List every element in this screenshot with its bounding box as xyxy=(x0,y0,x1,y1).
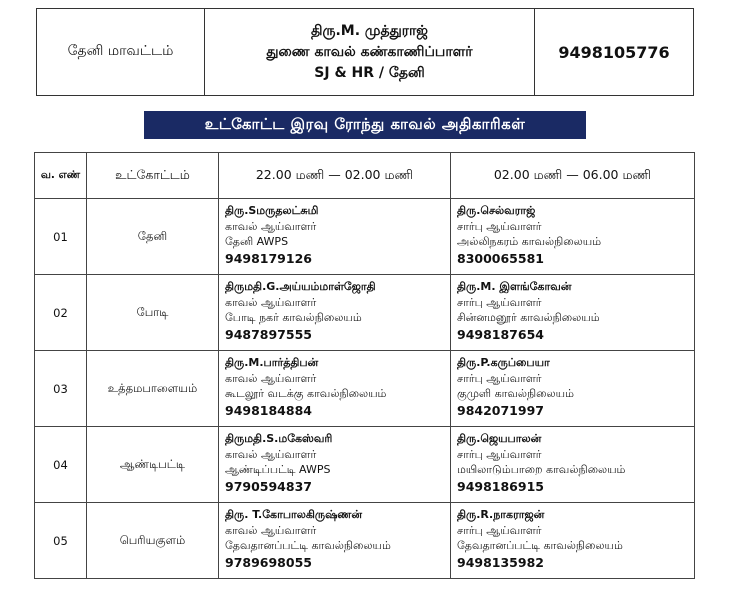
shift-1-officer xyxy=(219,199,451,275)
col-header-subdivision: உட்கோட்டம் xyxy=(87,153,219,199)
officer-name: திரு.R.நாகராஜன் xyxy=(457,508,545,521)
row-number: 04 xyxy=(35,427,87,503)
officer-name: திரு.P.கருப்பையா xyxy=(457,356,550,369)
officer-rank: காவல் ஆய்வாளர் xyxy=(225,295,317,309)
shift-1-officer xyxy=(219,503,451,579)
officer-name: திரு.Sமருதலட்சுமி xyxy=(225,204,319,217)
officer-phone: 9498135982 xyxy=(457,554,544,570)
table-row xyxy=(35,199,695,275)
officer-name: திரு.ஜெயபாலன் xyxy=(457,432,542,445)
officer-station: சின்னமனூர் காவல்நிலையம் xyxy=(457,311,600,324)
row-number: 01 xyxy=(35,199,87,275)
table-row xyxy=(35,275,695,351)
col-header-shift-2: 02.00 மணி — 06.00 மணி xyxy=(451,153,695,199)
header-box xyxy=(36,8,694,96)
officer-phone: 9498184884 xyxy=(225,402,312,418)
officer-rank: சார்பு ஆய்வாளர் xyxy=(457,295,542,309)
shift-1-officer xyxy=(219,275,451,351)
officer-name: திரு.M. முத்துராஜ் xyxy=(311,22,428,39)
officer-rank: காவல் ஆய்வாளர் xyxy=(225,447,317,461)
officer-name: திருமதி.S.மகேஸ்வரி xyxy=(225,432,333,445)
officer-phone: 8300065581 xyxy=(457,250,544,266)
officer-phone: 9498105776 xyxy=(558,42,670,62)
officer-name: திரு.M. இளங்கோவன் xyxy=(457,280,572,293)
subdivision-name: தேனி xyxy=(87,199,219,275)
officer-phone: 9487897555 xyxy=(225,326,312,342)
officer-phone: 9842071997 xyxy=(457,402,544,418)
table-row xyxy=(35,503,695,579)
officer-station: தேவதானப்பட்டி காவல்நிலையம் xyxy=(457,539,623,552)
patrol-table xyxy=(34,152,695,579)
officer-name: திரு.M.பார்த்திபன் xyxy=(225,356,319,369)
officer-rank: சார்பு ஆய்வாளர் xyxy=(457,371,542,385)
row-number: 05 xyxy=(35,503,87,579)
officer-phone: 9790594837 xyxy=(225,478,312,494)
officer-rank: சார்பு ஆய்வாளர் xyxy=(457,523,542,537)
col-header-sno: வ. எண் xyxy=(35,153,87,199)
officer-station: தேவதானப்பட்டி காவல்நிலையம் xyxy=(225,539,391,552)
officer-rank: காவல் ஆய்வாளர் xyxy=(225,523,317,537)
officer-phone: 9789698055 xyxy=(225,554,312,570)
officer-station: மயிலாடும்பாறை காவல்நிலையம் xyxy=(457,463,626,476)
district-label: தேனி மாவட்டம் xyxy=(37,9,205,95)
row-number: 03 xyxy=(35,351,87,427)
subdivision-name: உத்தமபாளையம் xyxy=(87,351,219,427)
table-row xyxy=(35,427,695,503)
officer-title: துணை காவல் கண்காணிப்பாளர் xyxy=(266,43,473,60)
subdivision-name: போடி xyxy=(87,275,219,351)
officer-station: கூடலூர் வடக்கு காவல்நிலையம் xyxy=(225,387,387,400)
officer-rank: சார்பு ஆய்வாளர் xyxy=(457,219,542,233)
officer-station: அல்லிநகரம் காவல்நிலையம் xyxy=(457,235,602,248)
shift-2-officer xyxy=(451,199,695,275)
subdivision-name: பெரியகுளம் xyxy=(87,503,219,579)
officer-unit: SJ & HR / தேனி xyxy=(314,64,425,81)
officer-rank: காவல் ஆய்வாளர் xyxy=(225,371,317,385)
table-row xyxy=(35,351,695,427)
officer-station: தேனி AWPS xyxy=(225,235,289,248)
shift-2-officer xyxy=(451,275,695,351)
officer-rank: காவல் ஆய்வாளர் xyxy=(225,219,317,233)
officer-phone: 9498186915 xyxy=(457,478,544,494)
section-banner: உட்கோட்ட இரவு ரோந்து காவல் அதிகாரிகள் xyxy=(144,111,586,139)
officer-phone: 9498179126 xyxy=(225,250,312,266)
shift-2-officer xyxy=(451,427,695,503)
officer-station: போடி நகர் காவல்நிலையம் xyxy=(225,311,362,324)
shift-1-officer xyxy=(219,427,451,503)
col-header-shift-1: 22.00 மணி — 02.00 மணி xyxy=(219,153,451,199)
officer-block xyxy=(205,9,535,95)
officer-rank: சார்பு ஆய்வாளர் xyxy=(457,447,542,461)
shift-2-officer xyxy=(451,351,695,427)
subdivision-name: ஆண்டிபட்டி xyxy=(87,427,219,503)
officer-phone: 9498187654 xyxy=(457,326,544,342)
row-number: 02 xyxy=(35,275,87,351)
shift-1-officer xyxy=(219,351,451,427)
officer-name: திரு.செல்வராஜ் xyxy=(457,204,536,217)
officer-name: திரு. T.கோபாலகிருஷ்ணன் xyxy=(225,508,363,521)
shift-2-officer xyxy=(451,503,695,579)
table-header-row xyxy=(35,153,695,199)
officer-name: திருமதி.G.அய்யம்மாள்ஜோதி xyxy=(225,280,376,293)
officer-station: குமுளி காவல்நிலையம் xyxy=(457,387,574,400)
officer-station: ஆண்டிப்பட்டி AWPS xyxy=(225,463,331,476)
